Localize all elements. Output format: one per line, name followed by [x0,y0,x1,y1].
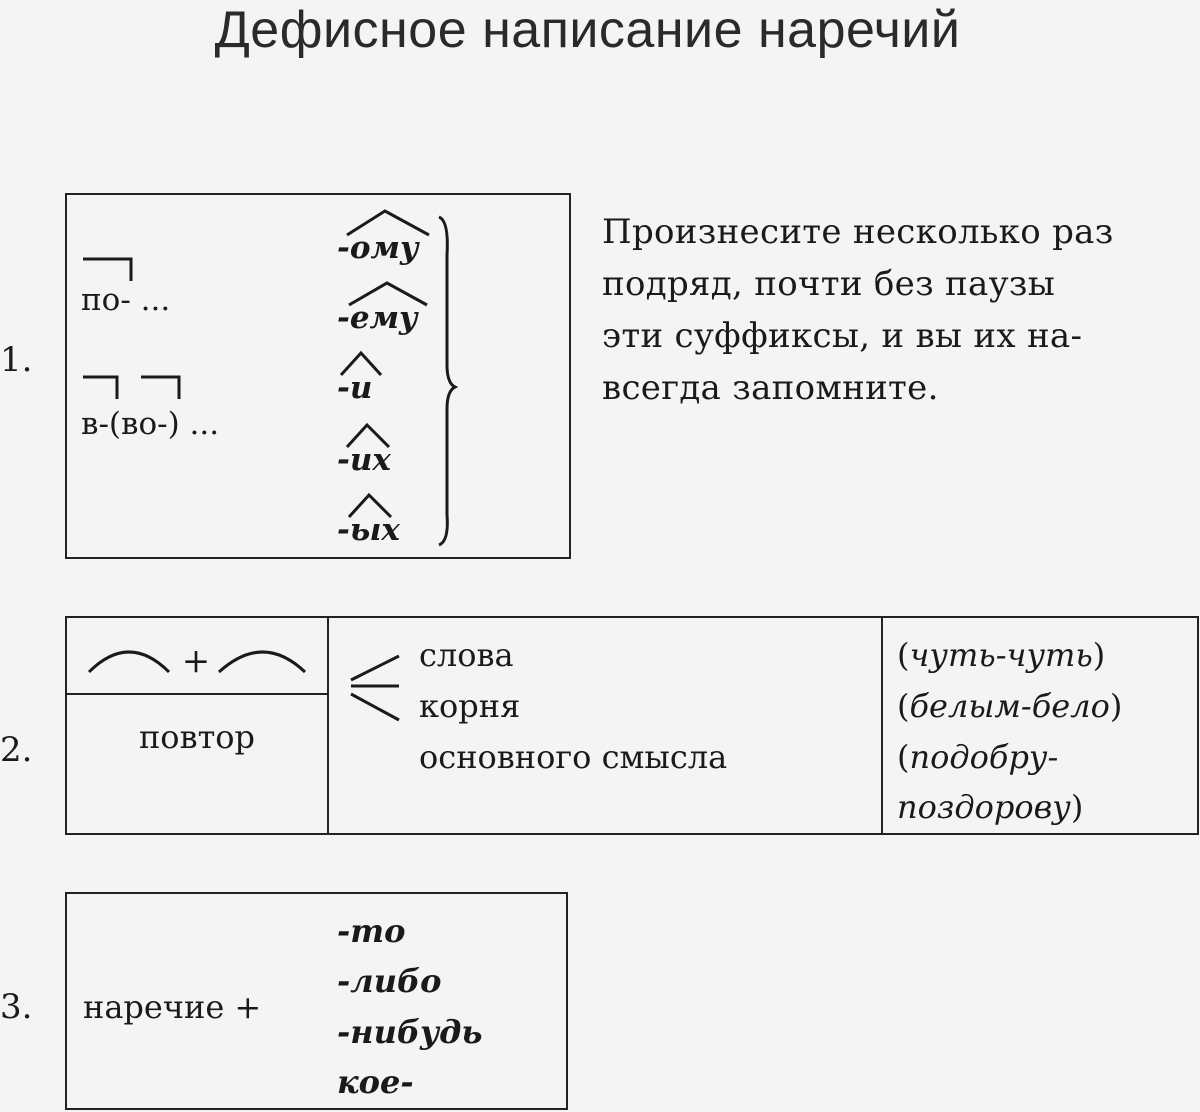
particle-nibud: -нибудь [337,1013,483,1051]
instruction-line-3: эти суффиксы, и вы их на- [602,316,1083,356]
repeat-item-word: слова [419,636,514,674]
column-separator [327,618,329,833]
prefix-mark-icon [83,375,183,401]
suffix-i: -и [337,370,373,406]
suffix-omu: -ому [337,230,419,266]
example-podobru: (подобру- [897,738,1059,776]
branch-icon [347,654,403,724]
instruction-line-1: Произнесите несколько раз [602,212,1114,252]
repeat-item-root: корня [419,687,521,725]
particle-to: -то [337,912,406,950]
section-2-table [65,616,1199,835]
cell-divider [67,693,327,695]
column-separator [881,618,883,833]
section-2-number: 2. [0,730,33,770]
page-title: Дефисное написание наречий [214,1,961,59]
section-1-box [65,193,571,559]
particle-koe: кое- [337,1063,414,1101]
section-1-number: 1. [0,340,33,380]
plus-sign: + [181,641,211,681]
prefix-v-vo: в-(во-) ... [81,406,220,442]
suffix-ih: -их [337,442,391,478]
particle-libo: -либо [337,962,442,1000]
example-chut-chut: (чуть-чуть) [897,636,1106,674]
section-3-number: 3. [0,987,33,1027]
brace-icon [435,215,459,545]
adverb-plus: наречие + [83,988,262,1026]
example-belym-belo: (белым-бело) [897,687,1123,725]
instruction-line-4: всегда запомните. [602,368,939,408]
repeat-item-meaning: основного смысла [419,738,728,776]
example-pozdorovu: поздорову) [897,788,1084,826]
section-3-box [65,892,568,1110]
prefix-po: по- ... [81,282,171,318]
prefix-mark-icon [83,257,143,283]
suffix-emu: -ему [337,300,418,336]
repeat-label: повтор [138,718,256,756]
suffix-yh: -ых [337,512,400,548]
instruction-line-2: подряд, почти без паузы [602,264,1056,304]
